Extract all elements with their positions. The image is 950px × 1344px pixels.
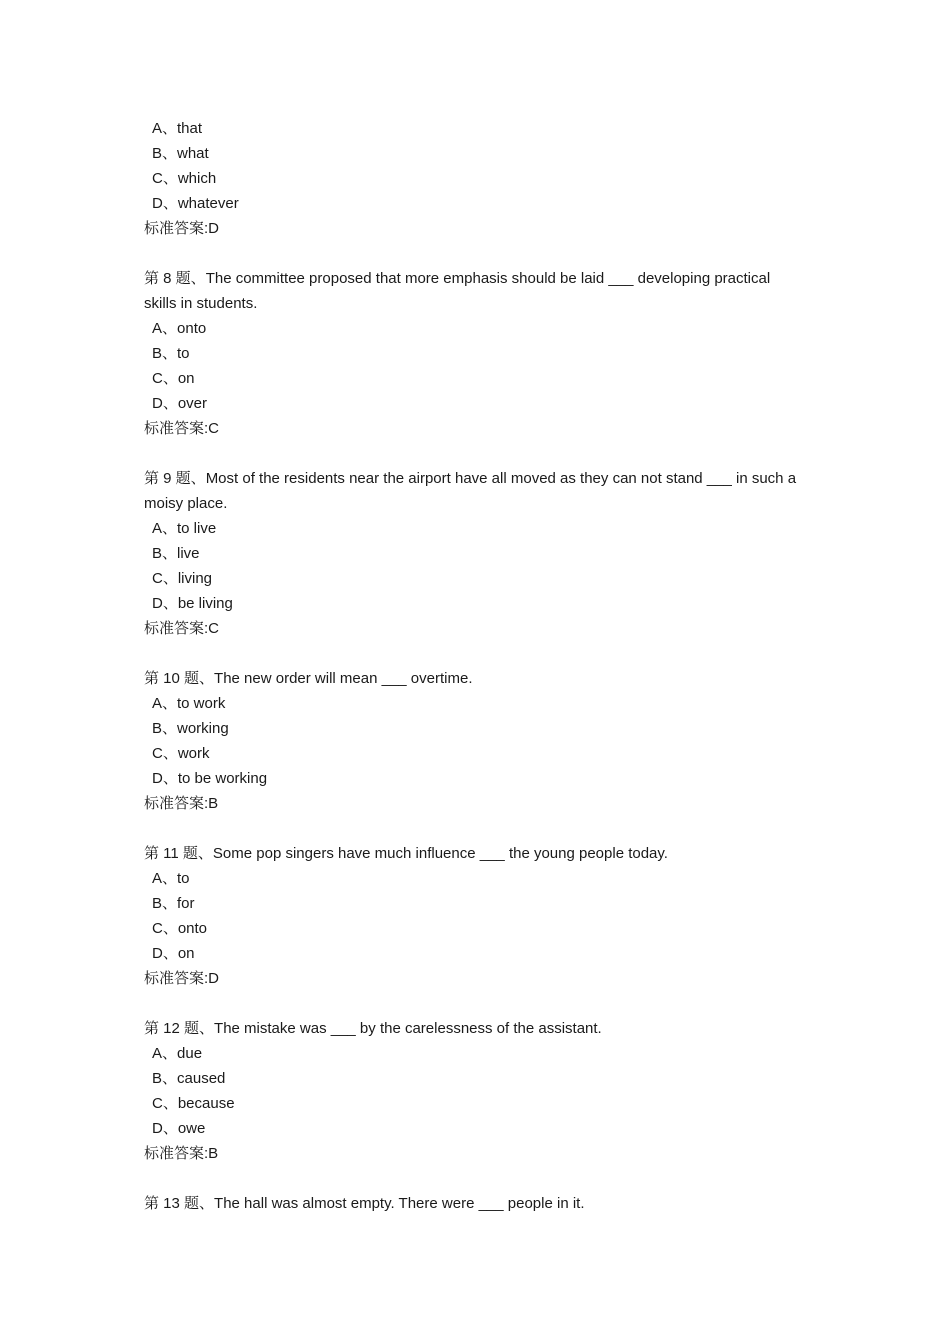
option-a: A、to live <box>152 520 217 537</box>
option-d: D、on <box>152 945 195 962</box>
answer-key: 标准答案:D <box>144 220 220 237</box>
option-c: C、living <box>152 570 213 587</box>
question-text-continued: moisy place. <box>144 495 228 512</box>
option-d: D、to be working <box>152 770 268 787</box>
option-c: C、work <box>152 745 210 762</box>
question-number: 第 12 题、 <box>144 1020 215 1037</box>
question-7-options <box>144 116 814 241</box>
question-stem <box>144 266 814 291</box>
question-9 <box>144 466 814 641</box>
question-number: 第 8 题、 <box>144 270 206 287</box>
question-10 <box>144 666 814 816</box>
question-number: 第 11 题、 <box>144 845 213 862</box>
option-d: D、over <box>152 395 208 412</box>
option-a: A、due <box>152 1045 203 1062</box>
question-stem <box>144 1016 814 1041</box>
option-c: C、because <box>152 1095 235 1112</box>
option-d: D、whatever <box>152 195 239 212</box>
question-text: The committee proposed that more emphasis should be laid ___ developing practical <box>205 270 771 287</box>
question-8 <box>144 266 814 441</box>
question-stem <box>144 841 814 866</box>
exam-content <box>144 116 814 1216</box>
question-stem <box>144 666 814 691</box>
question-number: 第 10 题、 <box>144 670 215 687</box>
answer-key: 标准答案:C <box>144 420 220 437</box>
question-stem <box>144 466 814 491</box>
option-b: B、caused <box>152 1070 226 1087</box>
question-text-continued: skills in students. <box>144 295 258 312</box>
option-c: C、onto <box>152 920 208 937</box>
answer-key: 标准答案:C <box>144 620 220 637</box>
question-number: 第 13 题、 <box>144 1195 215 1212</box>
answer-key: 标准答案:D <box>144 970 220 987</box>
question-number: 第 9 题、 <box>144 470 206 487</box>
option-c: C、on <box>152 370 195 387</box>
question-text: The hall was almost empty. There were ___ people in it. <box>214 1195 585 1212</box>
option-d: D、be living <box>152 595 233 612</box>
option-a: A、onto <box>152 320 207 337</box>
question-text: The new order will mean ___ overtime. <box>214 670 473 687</box>
question-stem <box>144 1191 814 1216</box>
option-a: A、to <box>152 870 190 887</box>
question-text: The mistake was ___ by the carelessness of the assistant. <box>214 1020 602 1037</box>
question-13 <box>144 1191 814 1216</box>
question-text: Most of the residents near the airport have all moved as they can not stand ___ in such a <box>205 470 797 487</box>
option-b: B、what <box>152 145 209 162</box>
question-12 <box>144 1016 814 1166</box>
question-11 <box>144 841 814 991</box>
option-a: A、to work <box>152 695 226 712</box>
option-b: B、working <box>152 720 229 737</box>
option-d: D、owe <box>152 1120 206 1137</box>
option-c: C、which <box>152 170 217 187</box>
option-a: A、that <box>152 120 203 137</box>
question-text: Some pop singers have much influence ___ the young people today. <box>212 845 668 862</box>
answer-key: 标准答案:B <box>144 795 219 812</box>
answer-key: 标准答案:B <box>144 1145 219 1162</box>
option-b: B、for <box>152 895 195 912</box>
option-b: B、live <box>152 545 200 562</box>
option-b: B、to <box>152 345 190 362</box>
